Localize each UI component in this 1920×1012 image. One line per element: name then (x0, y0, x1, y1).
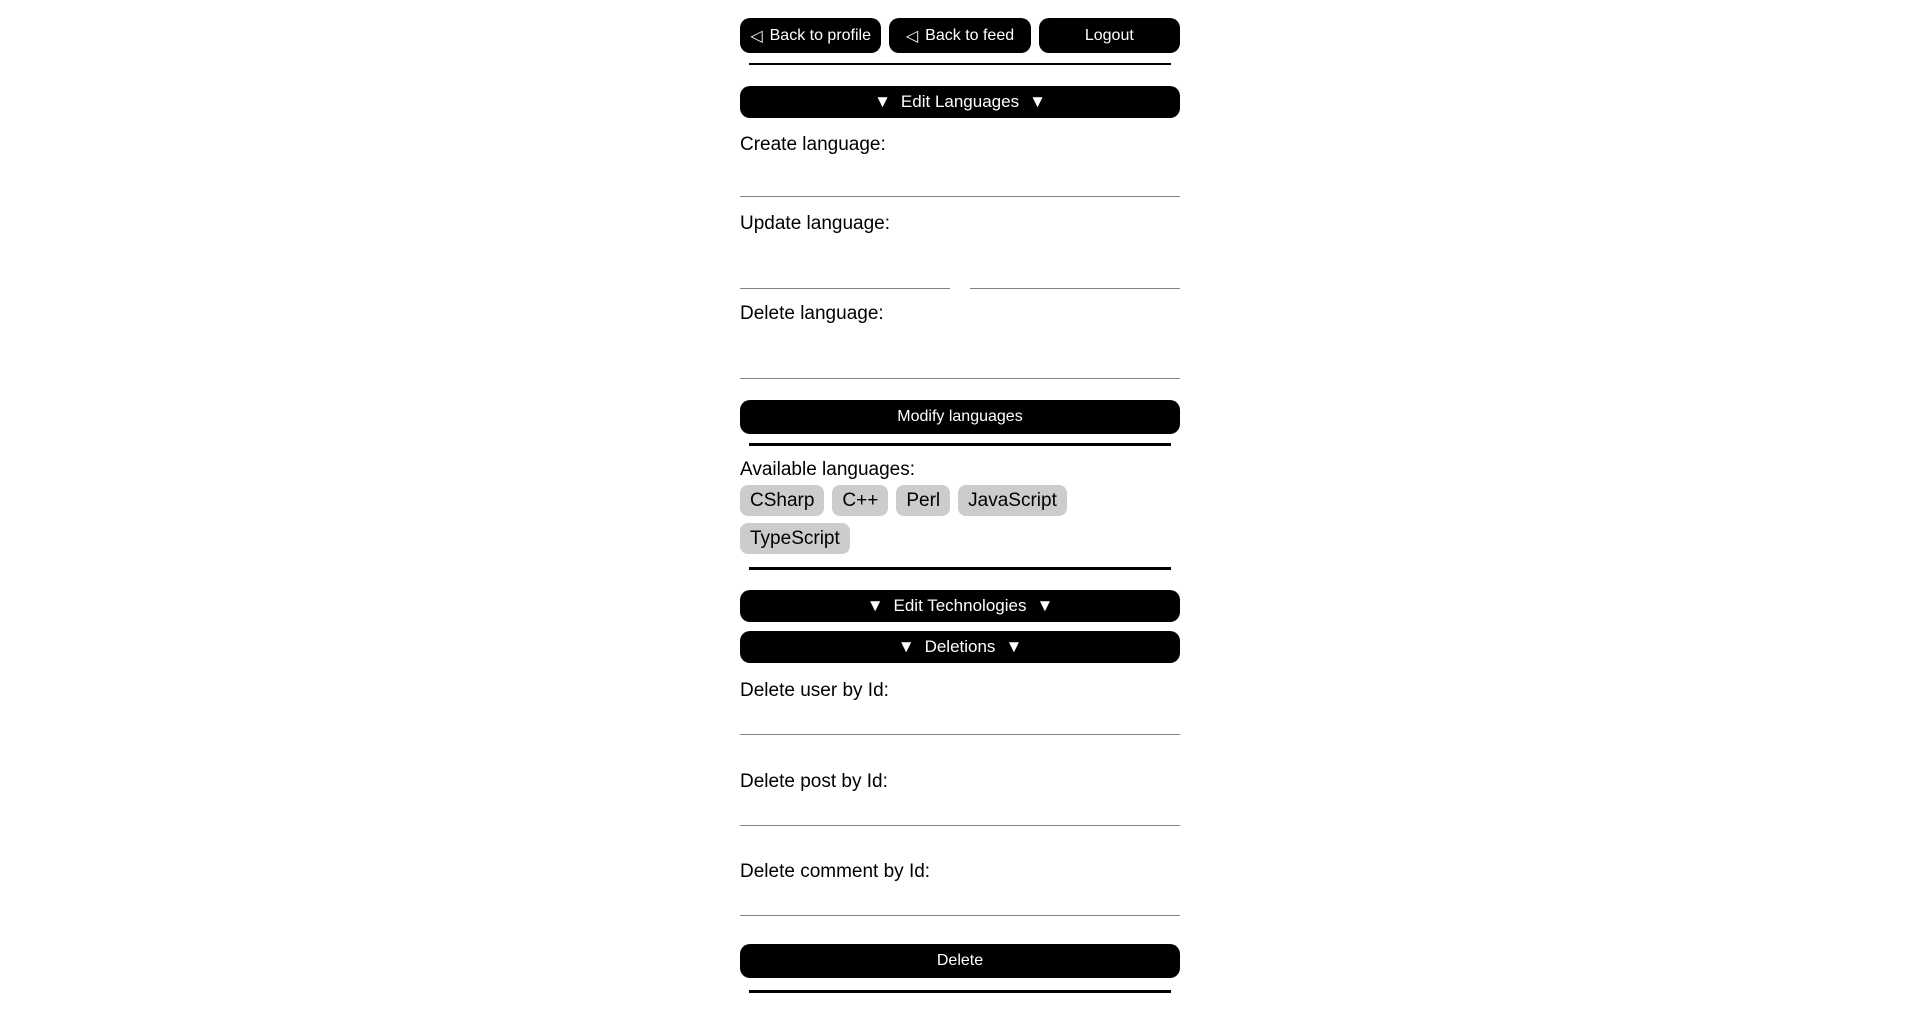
available-languages-label: Available languages: (740, 459, 916, 480)
chevron-down-icon: ▼ (1036, 596, 1054, 615)
admin-panel (740, 0, 1180, 993)
deletions-toggle-label: Deletions (924, 637, 996, 656)
create-language-input[interactable] (740, 168, 1180, 197)
logout-label: Logout (1084, 26, 1134, 44)
edit-languages-toggle[interactable] (740, 86, 1180, 118)
create-language-label: Create language: (740, 134, 886, 155)
delete-comment-label: Delete comment by Id: (740, 861, 931, 882)
section-divider (749, 567, 1171, 570)
chevron-down-icon: ▼ (897, 637, 915, 656)
delete-language-input[interactable] (740, 350, 1180, 379)
chevron-down-icon: ▼ (866, 596, 884, 615)
section-divider (749, 443, 1171, 446)
delete-user-label: Delete user by Id: (740, 680, 889, 701)
edit-technologies-toggle-label: Edit Technologies (893, 596, 1027, 615)
update-language-new-input[interactable] (970, 260, 1180, 289)
language-chip[interactable]: CSharp (740, 485, 824, 516)
chevron-down-icon: ▼ (874, 92, 891, 111)
back-to-feed-button[interactable] (889, 18, 1030, 53)
delete-comment-input[interactable] (740, 887, 1180, 916)
edit-technologies-toggle[interactable] (740, 590, 1180, 622)
update-language-label: Update language: (740, 213, 891, 234)
update-language-row (740, 260, 1180, 289)
back-to-profile-label: Back to profile (769, 26, 872, 44)
deletions-toggle[interactable] (740, 631, 1180, 663)
chevron-down-icon: ▼ (1005, 637, 1023, 656)
logout-button[interactable] (1039, 18, 1180, 53)
back-to-profile-button[interactable] (740, 18, 881, 53)
modify-languages-label: Modify languages (897, 408, 1023, 425)
modify-languages-button[interactable] (740, 400, 1180, 434)
delete-button[interactable] (740, 944, 1180, 978)
toolbar (740, 18, 1180, 53)
toolbar-divider (749, 63, 1171, 65)
chevron-down-icon: ▼ (1029, 92, 1046, 111)
back-arrow-icon: ◁ (905, 27, 919, 45)
delete-language-label: Delete language: (740, 303, 884, 324)
edit-languages-toggle-label: Edit Languages (900, 92, 1020, 111)
language-chip[interactable]: JavaScript (958, 485, 1067, 516)
language-chip[interactable]: Perl (896, 485, 950, 516)
language-chip[interactable]: TypeScript (740, 523, 850, 554)
available-languages-list (740, 485, 1180, 554)
delete-user-input[interactable] (740, 706, 1180, 735)
section-divider (749, 990, 1171, 993)
back-to-feed-label: Back to feed (925, 26, 1015, 44)
delete-post-input[interactable] (740, 797, 1180, 826)
update-language-old-input[interactable] (740, 260, 950, 289)
back-arrow-icon: ◁ (750, 27, 763, 45)
delete-button-label: Delete (936, 952, 984, 969)
delete-post-label: Delete post by Id: (740, 771, 888, 792)
language-chip[interactable]: C++ (832, 485, 888, 516)
